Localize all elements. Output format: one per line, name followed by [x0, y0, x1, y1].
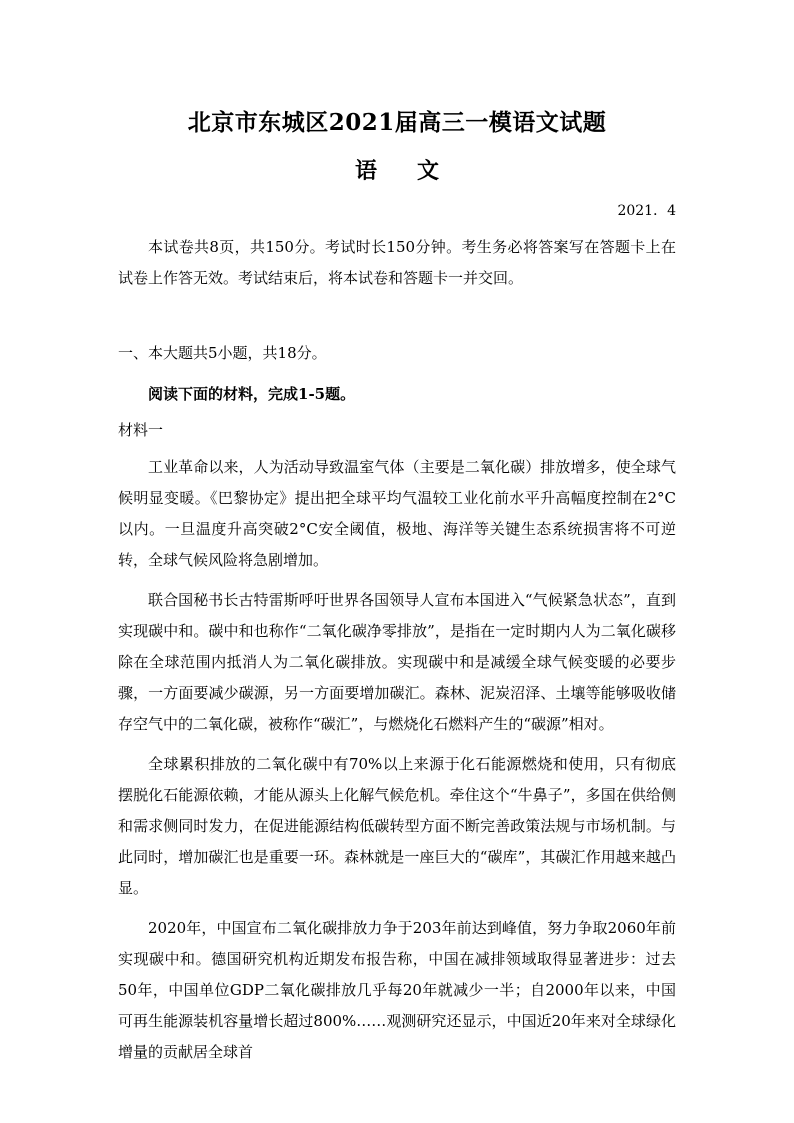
instructions-text: 本试卷共8页，共150分。考试时长150分钟。考生务必将答案写在答题卡上在试卷上作答无效。考试结束后，将本试卷和答题卡一并交回。 — [118, 238, 676, 287]
document-title: 北京市东城区2021届高三一模语文试题 — [187, 109, 607, 136]
instructions-block — [118, 232, 676, 294]
paragraph: 联合国秘书长古特雷斯呼吁世界各国领导人宣布本国进入“气候紧急状态”，直到实现碳中和。碳中和也称作“二氧化碳净零排放”，是指在一定时期内人为二氧化碳移除在全球范围内抵消人为二氧化碳排放。实现碳中和是减缓全球气候变暖的必要步骤，一方面要减少碳源，另一方面要增加碳汇。森林、泥炭沼泽、土壤等能够吸收储存空气中的二氧化碳，被称作“碳汇”，与燃烧化石燃料产生的“碳源”相对。 — [118, 591, 676, 733]
section-one — [118, 338, 676, 1068]
material-label: 材料一 — [118, 421, 164, 439]
reading-prompt: 阅读下面的材料，完成1-5题。 — [148, 385, 356, 403]
exam-date: 2021．4 — [617, 203, 676, 219]
subject-title: 语文 — [354, 158, 479, 184]
paragraph: 工业革命以来，人为活动导致温室气体（主要是二氧化碳）排放增多，使全球气候明显变暖。《巴黎协定》提出把全球平均气温较工业化前水平升高幅度控制在2°C以内。一旦温度升高突破2°C安全阈值，极地、海洋等关键生态系统损害将不可逆转，全球气候风险将急剧增加。 — [118, 458, 676, 569]
section-heading: 一、本大题共5小题，共18分。 — [118, 344, 327, 362]
paragraph: 全球累积排放的二氧化碳中有70%以上来源于化石能源燃烧和使用，只有彻底摆脱化石能源依赖，才能从源头上化解气候危机。牵住这个“牛鼻子”，多国在供给侧和需求侧同时发力，在促进能源结构低碳转型方面不断完善政策法规与市场机制。与此同时，增加碳汇也是重要一环。森林就是一座巨大的“碳库”，其碳汇作用越来越凸显。 — [118, 755, 676, 897]
paragraph: 2020年，中国宣布二氧化碳排放力争于203年前达到峰值，努力争取2060年前实现碳中和。德国研究机构近期发布报告称，中国在减排领域取得显著进步：过去50年，中国单位GDP二氧化碳排放几乎每20年就减少一半；自2000年以来，中国可再生能源装机容量增长超过800%……观测研究还显示，中国近20年来对全球绿化增量的贡献居全球首 — [118, 919, 676, 1061]
